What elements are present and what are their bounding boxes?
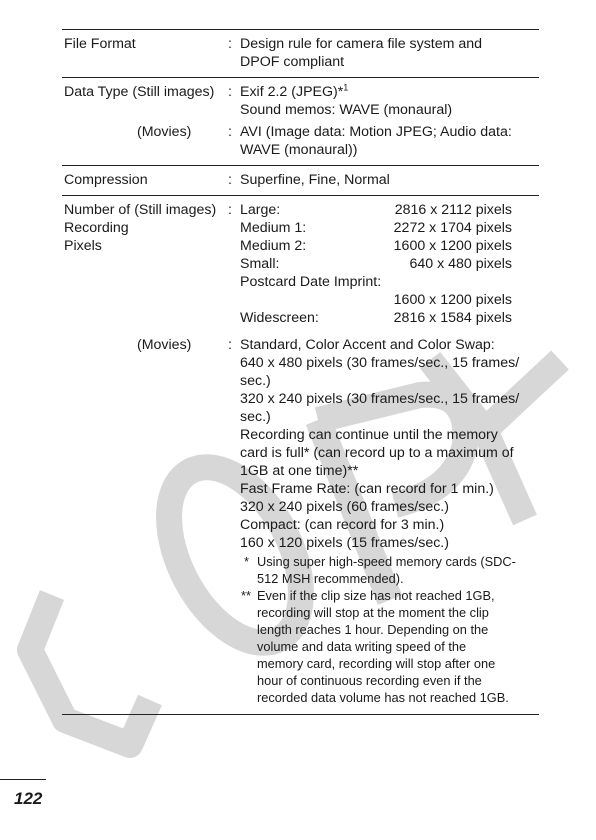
colon: : xyxy=(228,84,232,100)
spec-value: 1600 x 1200 pixels xyxy=(393,238,512,254)
recording-pixels-section xyxy=(62,196,539,712)
divider xyxy=(62,714,539,715)
footnote-line: recorded data volume has not reached 1GB. xyxy=(257,690,509,705)
file-format-value-line: Design rule for camera file system and xyxy=(240,36,483,52)
file-format-section xyxy=(62,30,539,77)
spec-name: Medium 1: xyxy=(240,220,307,236)
movie-spec-line: Recording can continue until the memory xyxy=(240,427,498,443)
spec-row xyxy=(240,309,512,327)
spec-name: Large: xyxy=(240,202,281,218)
movie-spec-line: 640 x 480 pixels (30 frames/sec., 15 frames/ xyxy=(240,355,520,371)
footnote-line: hour of continuous recording even if the xyxy=(257,673,482,688)
spec-row xyxy=(240,291,512,309)
footnote-ref: 1 xyxy=(343,82,349,93)
spec-name: Medium 2: xyxy=(240,238,307,254)
colon: : xyxy=(228,124,232,140)
footnote xyxy=(240,553,539,587)
movie-spec-line: sec.) xyxy=(240,373,271,389)
postcard-label: Postcard Date Imprint: xyxy=(240,274,382,290)
movie-spec-line: 320 x 240 pixels (30 frames/sec., 15 frames/ xyxy=(240,391,520,407)
colon: : xyxy=(228,36,232,52)
data-type-movies-line: AVI (Image data: Motion JPEG; Audio data: xyxy=(240,124,512,140)
footnote-text xyxy=(257,553,539,587)
data-type-still-line: Sound memos: WAVE (monaural) xyxy=(240,102,453,118)
footnote-mark: * xyxy=(244,554,249,569)
label-part: Pixels xyxy=(64,238,102,254)
movie-spec-line: Fast Frame Rate: (can record for 1 min.) xyxy=(240,481,494,497)
page-number: 122 xyxy=(14,789,43,808)
footnote-line: recording will stop at the moment the clip xyxy=(257,605,489,620)
movies-label: (Movies) xyxy=(137,124,192,140)
footnote-line: volume and data writing speed of the xyxy=(257,639,467,654)
spec-value: 2816 x 2112 pixels xyxy=(394,202,512,218)
movie-spec-line: card is full* (can record up to a maximum of xyxy=(240,445,514,461)
data-type-movies-line: WAVE (monaural)) xyxy=(240,142,358,158)
page-number-rule xyxy=(0,779,46,780)
spec-value: 2816 x 1584 pixels xyxy=(393,310,512,326)
movie-spec-line: 1GB at one time)** xyxy=(240,463,359,479)
colon: : xyxy=(228,172,232,188)
footnote-line: memory card, recording will stop after one xyxy=(257,656,496,671)
movie-spec-line: 320 x 240 pixels (60 frames/sec.) xyxy=(240,499,449,515)
label-part: (Still images) xyxy=(134,202,217,218)
footnote-mark: ** xyxy=(241,588,251,603)
colon: : xyxy=(228,337,232,353)
movies-label: (Movies) xyxy=(137,337,192,353)
movie-spec-lines xyxy=(240,336,539,552)
footnote-line: 512 MSH recommended). xyxy=(257,571,404,586)
movie-spec-line: sec.) xyxy=(240,409,271,425)
spec-value: 2272 x 1704 pixels xyxy=(393,220,512,236)
footnote-text xyxy=(257,587,539,706)
footnote-line: Using super high-speed memory cards (SDC- xyxy=(257,554,516,569)
data-type-still-format: Exif 2.2 (JPEG)* xyxy=(240,84,344,100)
spec-row xyxy=(240,201,512,219)
compression-label: Compression xyxy=(64,172,148,188)
compression-value: Superfine, Fine, Normal xyxy=(240,172,390,188)
spec-value: 640 x 480 pixels xyxy=(409,256,512,272)
file-format-value-line: DPOF compliant xyxy=(240,54,345,70)
compression-section xyxy=(62,166,539,195)
spec-value: 1600 x 1200 pixels xyxy=(393,292,512,308)
recording-pixels-label xyxy=(64,201,216,255)
file-format-label: File Format xyxy=(64,36,136,52)
spec-row xyxy=(240,219,512,237)
spec-row xyxy=(240,255,512,273)
footnotes xyxy=(240,553,539,706)
spec-name: Small: xyxy=(240,256,280,272)
data-type-section xyxy=(62,78,539,165)
spec-name: Widescreen: xyxy=(240,310,319,326)
movie-spec-line: Compact: (can record for 3 min.) xyxy=(240,517,445,533)
label-part: Number of xyxy=(64,202,131,218)
spec-table xyxy=(62,29,539,715)
footnote xyxy=(240,587,539,706)
spec-row xyxy=(240,237,512,255)
colon: : xyxy=(228,202,232,218)
movie-spec-line: Standard, Color Accent and Color Swap: xyxy=(240,337,495,353)
footnote-line: length reaches 1 hour. Depending on the xyxy=(257,622,489,637)
movie-spec-line: 160 x 120 pixels (15 frames/sec.) xyxy=(240,535,449,551)
data-type-still-line xyxy=(240,83,539,101)
footnote-line: Even if the clip size has not reached 1GB, xyxy=(257,588,495,603)
data-type-label: Data Type (Still images) xyxy=(64,84,215,100)
label-part: Recording xyxy=(64,220,129,236)
